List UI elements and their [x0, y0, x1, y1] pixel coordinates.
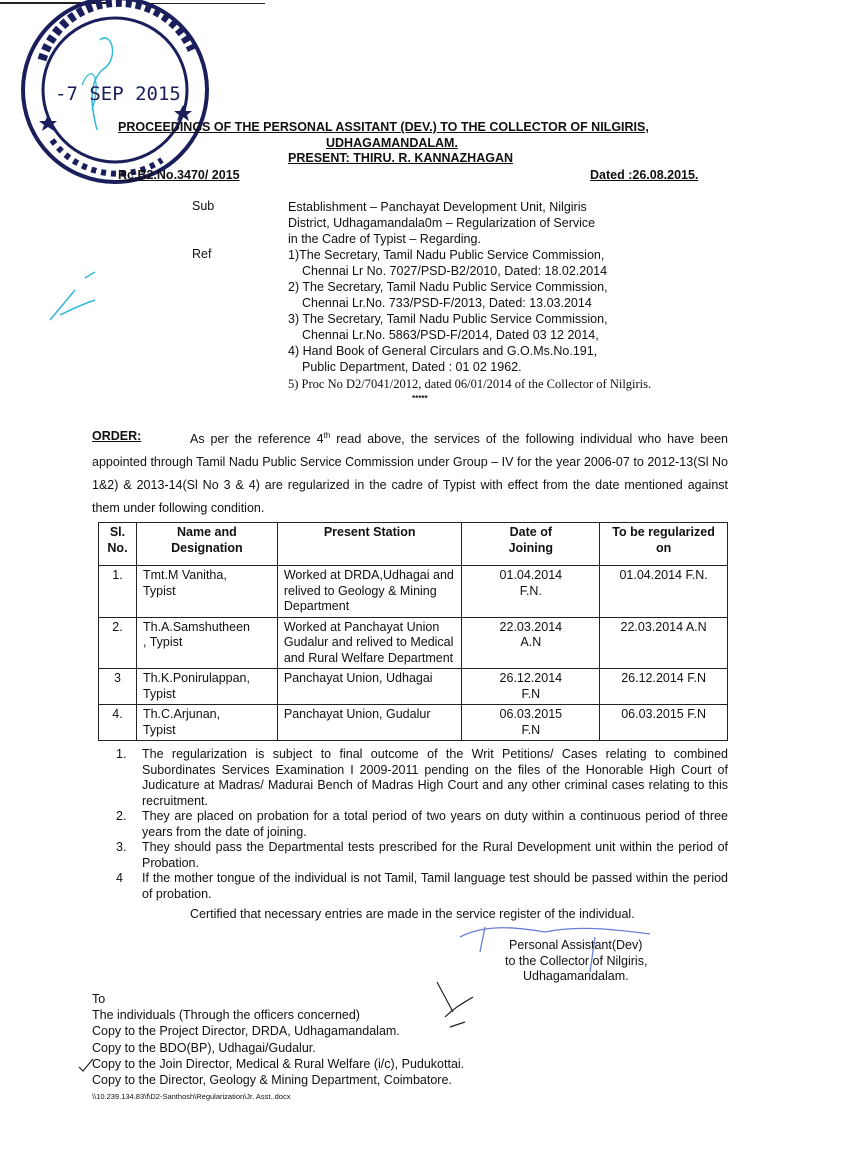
cell-sl: 4. — [99, 705, 137, 741]
reference-line: Public Department, Dated : 01 02 1962. — [302, 360, 522, 374]
cell-name: Th.K.Ponirulappan, Typist — [136, 669, 277, 705]
cell-sl: 3 — [99, 669, 137, 705]
certification-note: Certified that necessary entries are made in the service register of the individual. — [190, 907, 635, 922]
cell-station: Worked at Panchayat Union Gudalur and relived to Medical and Rural Welfare Department — [277, 617, 462, 669]
distribution-line: The individuals (Through the officers concerned) — [92, 1007, 360, 1022]
table-row — [99, 566, 728, 618]
conditions-list — [92, 747, 728, 902]
cell-sl: 2. — [99, 617, 137, 669]
order-body — [92, 424, 728, 1102]
cell-regularized: 22.03.2014 A.N — [600, 617, 728, 669]
cell-regularized: 26.12.2014 F.N — [600, 669, 728, 705]
table-row — [99, 669, 728, 705]
distribution-line: Copy to the Join Director, Medical & Rural Welfare (i/c), Pudukottai. — [92, 1056, 728, 1072]
col-header-regularized: To be regularized on — [600, 523, 728, 566]
cell-regularized: 01.04.2014 F.N. — [600, 566, 728, 618]
subject-line: in the Cadre of Typist – Regarding. — [288, 232, 481, 246]
regularization-table — [98, 522, 728, 741]
handwritten-signature — [455, 922, 695, 982]
signatory-place: Udhagamandalam. — [523, 969, 629, 984]
cell-joining: 06.03.2015 F.N — [462, 705, 600, 741]
table-row — [99, 705, 728, 741]
condition-item: 3. They should pass the Departmental tests prescribed for the Rural Development unit within the period of Probation. — [116, 840, 728, 870]
cell-station: Panchayat Union, Gudalur — [277, 705, 462, 741]
reference-number: Rc.B2.No.3470/ 2015 — [118, 168, 240, 182]
distribution-line: Copy to the BDO(BP), Udhagai/Gudalur. — [92, 1040, 316, 1055]
proceedings-title: PROCEEDINGS OF THE PERSONAL ASSITANT (DEV.) TO THE COLLECTOR OF NILGIRIS, — [118, 120, 649, 134]
cell-name: Th.C.Arjunan, Typist — [136, 705, 277, 741]
present-officer: PRESENT: THIRU. R. KANNAZHAGAN — [288, 151, 513, 165]
order-paragraph: As per the reference 4th read above, the services of the following individual who have been appointed through Tamil Nadu Public Service Commission under Group – IV for the year 2006-07 to 2012-13(Sl No 1&2) & 2013-14(Sl No 3 & 4) are regularized in the cadre of Typist with effect from the date mentioned against them under following condition. — [92, 431, 728, 516]
cell-joining: 22.03.2014 A.N — [462, 617, 600, 669]
subject-line: Establishment – Panchayat Development Unit, Nilgiris — [288, 200, 587, 214]
cell-station: Panchayat Union, Udhagai — [277, 669, 462, 705]
subject-line: District, Udhagamandala0m – Regularization of Service — [288, 216, 596, 230]
reference-line: 4) Hand Book of General Circulars and G.O.Ms.No.191, — [288, 344, 598, 358]
order-heading: ORDER: — [92, 429, 142, 443]
subject-label: Sub — [192, 199, 215, 213]
cell-name: Th.A.Samshutheen , Typist — [136, 617, 277, 669]
signatory-title: Personal Assistant(Dev) — [509, 938, 643, 953]
ref-label: Ref — [192, 247, 212, 261]
condition-item: 1. The regularization is subject to final outcome of the Writ Petitions/ Cases relating to combined Subordinates Services Examination I 2009-2011 pending on the files of the Honorable High Court of Judicature at Madras/ Madurai Bench of Madras High Court and any other criminal cases relating to this recruitment. — [116, 747, 728, 808]
distribution-line: Copy to the Director, Geology & Mining Department, Coimbatore. — [92, 1073, 452, 1088]
checkmark-icon — [78, 1058, 94, 1072]
file-path: \\10.239.134.83\f\D2-Santhosh\Regularization\Jr. Asst..docx — [92, 1092, 291, 1102]
reference-line: 2) The Secretary, Tamil Nadu Public Service Commission, — [288, 280, 608, 294]
cell-sl: 1. — [99, 566, 137, 618]
signature-block — [505, 938, 728, 985]
cell-station: Worked at DRDA,Udhagai and relived to Geology & Mining Department — [277, 566, 462, 618]
col-header-station: Present Station — [277, 523, 462, 566]
reference-line: Chennai Lr No. 7027/PSD-B2/2010, Dated: 18.02.2014 — [302, 264, 608, 278]
proceedings-place: UDHAGAMANDALAM. — [326, 136, 458, 150]
table-row — [99, 617, 728, 669]
reference-line: 5) Proc No D2/7041/2012, dated 06/01/2014 of the Collector of Nilgiris. — [288, 377, 652, 391]
cell-regularized: 06.03.2015 F.N — [600, 705, 728, 741]
col-header-name: Name and Designation — [136, 523, 277, 566]
reference-line: Chennai Lr.No. 5863/PSD-F/2014, Dated 03 12 2014, — [302, 328, 599, 342]
handwritten-initials — [435, 977, 485, 1037]
separator-stars: ***** — [412, 394, 428, 403]
signatory-office: to the Collector of Nilgiris, — [505, 953, 648, 968]
cell-joining: 01.04.2014 F.N. — [462, 566, 600, 618]
reference-line: 1)The Secretary, Tamil Nadu Public Service Commission, — [288, 248, 605, 262]
condition-item: 4 If the mother tongue of the individual is not Tamil, Tamil language test should be passed within the period of probation. — [116, 871, 728, 901]
col-header-joining: Date of Joining — [462, 523, 600, 566]
to-label: To — [92, 991, 106, 1006]
condition-item: 2. They are placed on probation for a total period of two years on duty within a continuous period of three years from the date of joining. — [116, 809, 728, 839]
reference-line: 3) The Secretary, Tamil Nadu Public Service Commission, — [288, 312, 608, 326]
cell-name: Tmt.M Vanitha, Typist — [136, 566, 277, 618]
distribution-line: Copy to the Project Director, DRDA, Udhagamandalam. — [92, 1024, 400, 1039]
stamp-date: -7 SEP 2015 — [55, 83, 181, 105]
reference-line: Chennai Lr.No. 733/PSD-F/2013, Dated: 13.03.2014 — [302, 296, 592, 310]
distribution-list — [92, 991, 728, 1103]
cell-joining: 26.12.2014 F.N — [462, 669, 600, 705]
table-header-row — [99, 523, 728, 566]
dated: Dated :26.08.2015. — [590, 168, 699, 182]
col-header-sl: Sl. No. — [99, 523, 137, 566]
handwritten-initials — [45, 270, 105, 330]
